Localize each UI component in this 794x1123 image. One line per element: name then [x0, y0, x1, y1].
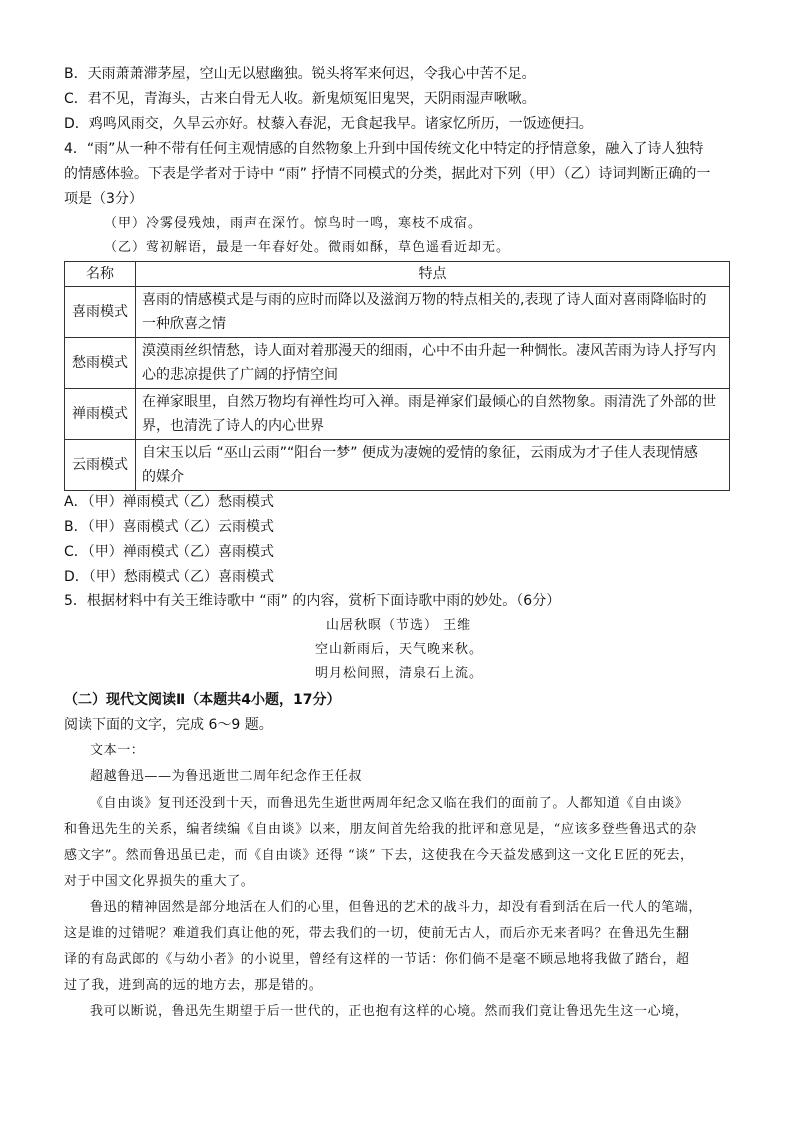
mode-feature-line: 自宋玉以后 “巫山云雨”“阳台一梦” 便成为凄婉的爱情的象征，云雨成为才子佳人表现情感 — [142, 445, 698, 461]
table-header-name: 名称 — [65, 262, 136, 287]
option-first: B．（甲）喜雨模式 — [64, 519, 179, 535]
mode-name: 愁雨模式 — [65, 338, 136, 389]
option-first: A．（甲）禅雨模式 — [64, 494, 179, 510]
paragraph-line: 对于中国文化界损失的重大了。 — [64, 874, 255, 889]
paragraph-line: 感文字”。然而鲁迅虽已走，而《自由谈》还得 “谈” 下去，这使我在今天益发感到这一文化Ｅ匠的死去， — [64, 848, 694, 863]
mode-name: 喜雨模式 — [65, 287, 136, 338]
q4-stem-line-3: 项是（3分） — [64, 191, 143, 207]
option-first: D．（甲）愁雨模式 — [64, 569, 180, 585]
table-header-row — [65, 262, 730, 287]
table-row — [65, 389, 730, 440]
mode-feature-line: 在禅家眼里，自然万物均有禅性均可入禅。雨是禅家们最倾心的自然物象。雨清洗了外部的世 — [142, 394, 716, 410]
mode-feature-line: 心的悲凉提供了广阔的抒情空间 — [142, 367, 338, 383]
table-header-feature: 特点 — [136, 262, 730, 287]
section-heading: （二）现代文阅读Ⅱ（本题共4小题，17分） — [64, 692, 341, 708]
q4-option-b — [64, 517, 274, 537]
table-row — [65, 338, 730, 389]
q5-poem-title: 山居秋暝（节选） 王维 — [326, 618, 472, 633]
q4-option-c — [64, 542, 274, 562]
option-second: （乙）云雨模式 — [176, 519, 274, 535]
paragraph-line: 译的有岛武郎的《与幼小者》的小说里，曾经有这样的一节话：你们倘不是毫不顾忌地将我做了踏台，超 — [64, 952, 690, 967]
q4-stem-line-2: 的情感体验。下表是学者对于诗中 “雨” 抒情不同模式的分类，据此对下列（甲）（乙）诗词判断正确的一 — [64, 166, 711, 182]
paragraph-line: 鲁迅的精神固然是部分地活在人们的心里，但鲁迅的艺术的战斗力，却没有看到活在后一代人的笔端， — [90, 900, 703, 915]
q5-poem-line-2: 明月松间照，清泉石上流。 — [315, 666, 484, 681]
q4-option-d — [64, 567, 274, 587]
text-label: 文本一： — [90, 743, 145, 758]
mode-feature — [136, 287, 730, 338]
mode-name: 云雨模式 — [65, 440, 136, 491]
section-instruction: 阅读下面的文字，完成 6～9 题。 — [64, 717, 273, 733]
mode-feature-line: 一种欣喜之情 — [142, 316, 226, 332]
q3-option-d: D．鸡鸣风雨交，久旱云亦好。杖藜入春泥，无食起我早。诸家忆所历，一饭迹便扫。 — [64, 116, 593, 132]
option-second: （乙）喜雨模式 — [176, 544, 274, 560]
q4-option-a — [64, 492, 274, 512]
paragraph-line: 《自由谈》复刊还没到十天，而鲁迅先生逝世两周年纪念又临在我们的面前了。人都知道《自由谈》 — [90, 796, 689, 811]
mode-feature-line: 的媒介 — [142, 469, 184, 485]
mode-name: 禅雨模式 — [65, 389, 136, 440]
rain-mode-table — [64, 261, 730, 491]
q4-stem-line-1: 4．“雨”从一种不带有任何主观情感的自然物象上升到中国传统文化中特定的抒情意象，融入了诗人独特 — [64, 141, 704, 157]
q3-option-c: C．君不见，青海头，古来白骨无人收。新鬼烦冤旧鬼哭，天阴雨湿声啾啾。 — [64, 91, 536, 107]
option-first: C．（甲）禅雨模式 — [64, 544, 179, 560]
mode-feature-line: 喜雨的情感模式是与雨的应时而降以及滋润万物的特点相关的,表现了诗人面对喜雨降临时的 — [142, 292, 707, 308]
q5-stem: 5．根据材料中有关王维诗歌中 “雨” 的内容，赏析下面诗歌中雨的妙处。（6分） — [64, 593, 561, 609]
paragraph-line: 过了我，进到高的远的地方去，那是错的。 — [64, 978, 323, 993]
mode-feature — [136, 338, 730, 389]
q4-poem-b: （乙）莺初解语，最是一年春好处。微雨如酥，草色遥看近却无。 — [104, 240, 511, 255]
table-row — [65, 440, 730, 491]
mode-feature — [136, 440, 730, 491]
paragraph-line: 我可以断说，鲁迅先生期望于后一世代的，正也抱有这样的心境。然而我们竟让鲁迅先生这一心境， — [90, 1004, 689, 1019]
mode-feature — [136, 389, 730, 440]
mode-feature-line: 界，也清洗了诗人的内心世界 — [142, 418, 324, 434]
option-second: （乙）喜雨模式 — [176, 569, 274, 585]
q5-poem-line-1: 空山新雨后，天气晚来秋。 — [315, 642, 484, 657]
table-row — [65, 287, 730, 338]
q3-option-b: B．天雨萧萧滞茅屋，空山无以慰幽独。锐头将军来何迟，令我心中苦不足。 — [64, 66, 536, 82]
paragraph-line: 这是谁的过错呢？难道我们真让他的死，带去我们的一切，使前无古人，而后亦无来者吗？在鲁迅先生翻 — [64, 926, 690, 941]
option-second: （乙）愁雨模式 — [176, 494, 274, 510]
text-title: 超越鲁迅——为鲁迅逝世二周年纪念作王任叔 — [90, 769, 363, 784]
mode-feature-line: 漠漠雨丝织情愁，诗人面对着那漫天的细雨，心中不由升起一种惆怅。凄风苦雨为诗人抒写内 — [142, 343, 716, 359]
q4-poem-a: （甲）冷雾侵残烛，雨声在深竹。惊鸟时一鸣，寒枝不成宿。 — [104, 216, 483, 231]
paragraph-line: 和鲁迅先生的关系，编者续编《自由谈》以来，朋友间首先给我的批评和意见是，“应该多登些鲁迅式的杂 — [64, 822, 697, 837]
